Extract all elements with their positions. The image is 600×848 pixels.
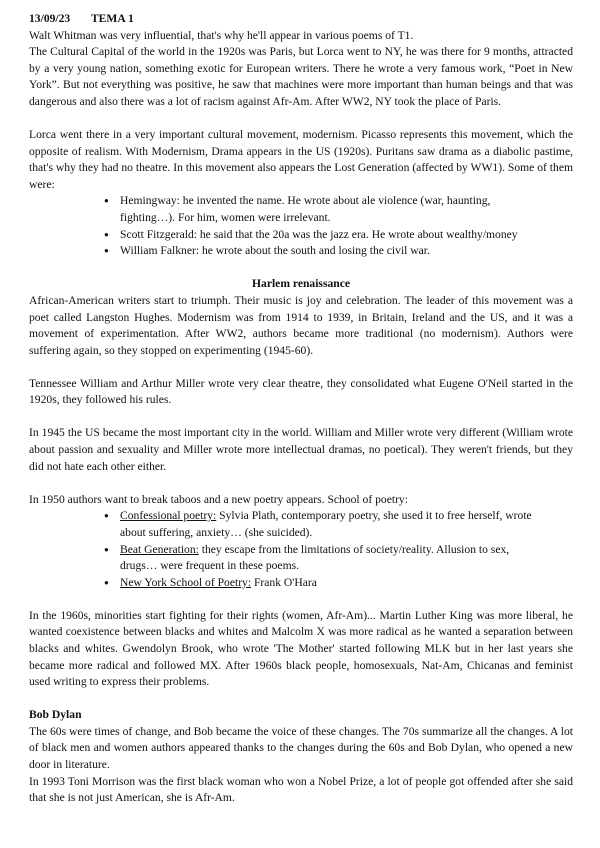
paragraph-morrison: In 1993 Toni Morrison was the first black woman who won a Nobel Prize, a lot of people got offended after she said that she is not just American, she is Afr-Am. bbox=[29, 774, 573, 805]
lost-generation-list bbox=[104, 193, 534, 259]
spacer bbox=[29, 260, 573, 277]
list-item-term: Beat Generation: bbox=[120, 542, 199, 556]
header-date: 13/09/23 bbox=[29, 12, 71, 25]
paragraph-dylan: The 60s were times of change, and Bob became the voice of these changes. The 70s summarize all the changes. A lot of black men and women authors appeared thanks to the changes during the 60s and Bob Dylan, who opened a new door in literature. bbox=[29, 724, 573, 772]
paragraph-tennessee-miller: Tennessee William and Arthur Miller wrote very clear theatre, they consolidated what Eugene O'Neil started in the 1920s, they followed his rules. bbox=[29, 376, 573, 407]
list-item-term: Confessional poetry: bbox=[120, 509, 217, 523]
paragraph-cultural-capital: The Cultural Capital of the world in the 1920s was Paris, but Lorca went to NY, he was there for 9 months, attracted by a very young nation, something exotic for European writers. There he wrote a very famous work, “Poet in New York”. But not everything was positive, he saw that machines were more important than human beings and that was dangerous and also there was a lot of racism against Afr-Am. After WW2, NY took the place of Paris. bbox=[29, 45, 573, 108]
list-item: ● Scott Fitzgerald: he said that the 20a was the jazz era. He wrote about wealthy/money bbox=[104, 227, 534, 244]
spacer bbox=[29, 111, 573, 128]
paragraph-modernism: Lorca went there in a very important cultural movement, modernism. Picasso represents this movement, which the opposite of realism. With Modernism, Drama appears in the US (1920s). Puritans saw drama as a diabolic pastime, that's why they had no theatre. In this movement also appears the Lost Generation (affected by WW1). Some of them were: bbox=[29, 128, 573, 191]
section-heading-harlem: Harlem renaissance bbox=[252, 277, 350, 291]
spacer bbox=[29, 409, 573, 426]
list-item bbox=[104, 575, 534, 592]
paragraph-harlem: African-American writers start to triumph. Their music is joy and celebration. The leader of this movement was a poet called Langston Hughes. Modernism was from 1914 to 1939, in Britain, Ireland and the US, and it was a movement of experimentation. After WW2, authors became more traditional (no modernism). Authors were suffering again, so they stopped on experimenting (1945-60). bbox=[29, 293, 573, 357]
spacer bbox=[29, 691, 573, 708]
list-item-text: Frank O'Hara bbox=[251, 575, 317, 589]
spacer bbox=[29, 359, 573, 376]
list-item-text: they escape from the limitations of society/reality. Allusion to sex, drugs… were frequent in these poems. bbox=[120, 542, 510, 573]
header-title: TEMA 1 bbox=[90, 12, 134, 25]
paragraph-whitman: Walt Whitman was very influential, that's why he'll appear in various poems of T1. bbox=[29, 28, 414, 42]
list-item: ● Hemingway: he invented the name. He wrote about ale violence (war, haunting, fighting…). For him, women were irrelevant. bbox=[104, 193, 534, 226]
list-item-text: Sylvia Plath, contemporary poetry, she used it to free herself, wrote about suffering, anxiety… (she suicided). bbox=[120, 509, 532, 539]
document-header bbox=[29, 11, 573, 28]
list-item bbox=[104, 542, 534, 575]
list-item-term: New York School of Poetry: bbox=[120, 575, 252, 589]
list-item: ● William Falkner: he wrote about the south and losing the civil war. bbox=[104, 243, 534, 260]
list-item bbox=[104, 508, 534, 541]
poetry-schools-list bbox=[104, 508, 534, 591]
spacer bbox=[29, 475, 573, 492]
section-heading-dylan: Bob Dylan bbox=[29, 708, 82, 722]
paragraph-1945: In 1945 the US became the most important city in the world. William and Miller wrote very different (William wrote about passion and sexuality and Miller wrote more intellectual dramas, no poetical). They weren't friends, but they did not hate each other either. bbox=[29, 426, 573, 473]
paragraph-1960s: In the 1960s, minorities start fighting for their rights (women, Afr-Am)... Martin Luther King was more liberal, he wanted coexistence between blacks and whites and Malcolm X was more radical as he wanted a separation between blacks and whites. Gwendolyn Brook, who wrote 'The Mother' started following MLK but in her last years she became more radical and followed MX. After 1960s black people, homosexuals, Nat-Am, Chicanas and feminist used writing to express their problems. bbox=[29, 608, 573, 689]
spacer bbox=[29, 591, 573, 608]
paragraph-1950: In 1950 authors want to break taboos and a new poetry appears. School of poetry: bbox=[29, 492, 408, 506]
